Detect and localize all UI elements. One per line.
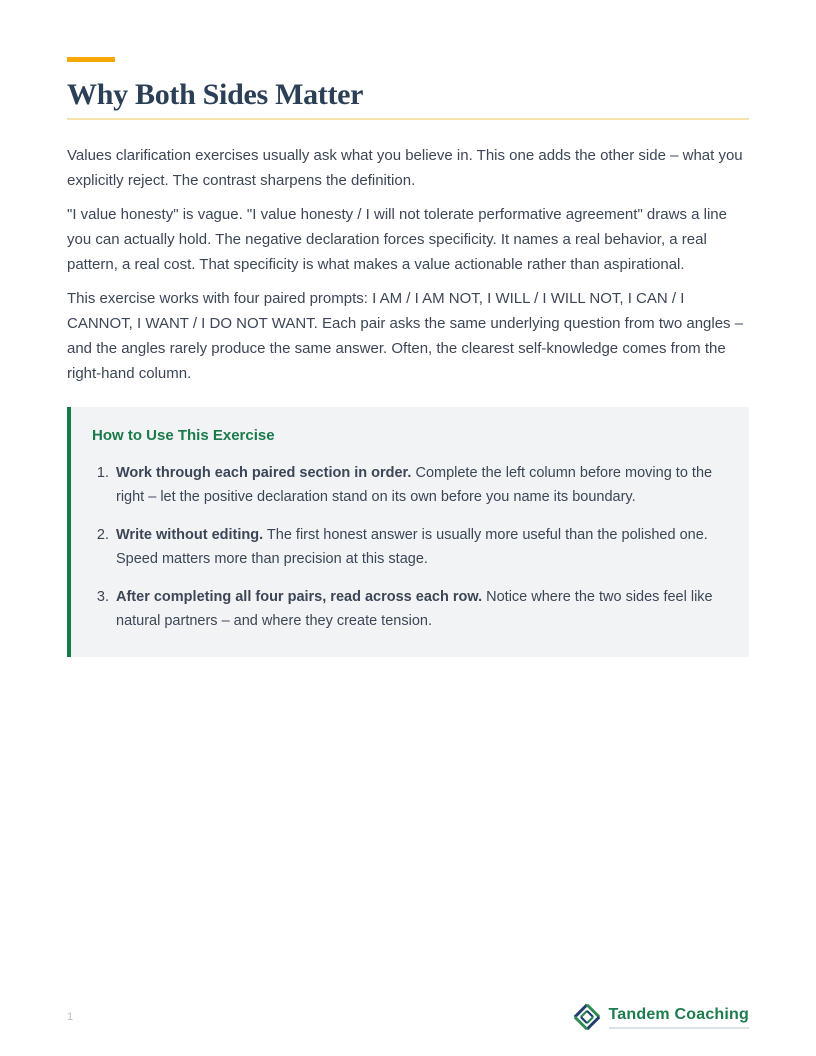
paragraph-3: This exercise works with four paired prompts: I AM / I AM NOT, I WILL / I WILL NOT, I CAN / I CANNOT, I WANT / I DO NOT WANT. Each pair asks the same underlying question from two angles – and the angles rarely produce the same answer. Often, the clearest self-knowledge comes from the right-hand column. <box>67 290 744 382</box>
list-item <box>113 461 729 509</box>
brand-name: Tandem Coaching <box>609 1006 750 1029</box>
callout-list <box>92 461 729 633</box>
tandem-diamond-icon <box>573 1003 601 1031</box>
list-item-text: Notice where the two sides feel like natural partners – and where they create tension. <box>116 589 713 629</box>
list-item <box>113 585 729 633</box>
brand-logo <box>573 1003 750 1031</box>
list-item-lead: After completing all four pairs, read across each row. <box>116 589 483 605</box>
page-title: Why Both Sides Matter <box>67 78 364 111</box>
list-item-text: The first honest answer is usually more useful than the polished one. Speed matters more than precision at this stage. <box>116 527 708 567</box>
page-number: 1 <box>67 1011 74 1023</box>
list-item-text: Complete the left column before moving to the right – let the positive declaration stand on its own before you name its boundary. <box>116 465 713 505</box>
list-item <box>113 523 729 571</box>
how-to-callout <box>67 407 749 657</box>
paragraph-2: "I value honesty" is vague. "I value honesty / I will not tolerate performative agreement" draws a line you can actually hold. The negative declaration forces specificity. It names a real behavior, a real pattern, a real cost. That specificity is what makes a value actionable rather than aspirational. <box>67 206 727 273</box>
list-item-lead: Write without editing. <box>116 527 264 543</box>
body-copy <box>67 143 749 386</box>
list-item-lead: Work through each paired section in order. <box>116 465 412 481</box>
page-footer <box>67 1000 749 1034</box>
title-divider <box>67 118 749 120</box>
callout-heading: How to Use This Exercise <box>92 427 275 444</box>
accent-bar <box>67 57 115 62</box>
paragraph-1: Values clarification exercises usually ask what you believe in. This one adds the other side – what you explicitly reject. The contrast sharpens the definition. <box>67 147 743 189</box>
